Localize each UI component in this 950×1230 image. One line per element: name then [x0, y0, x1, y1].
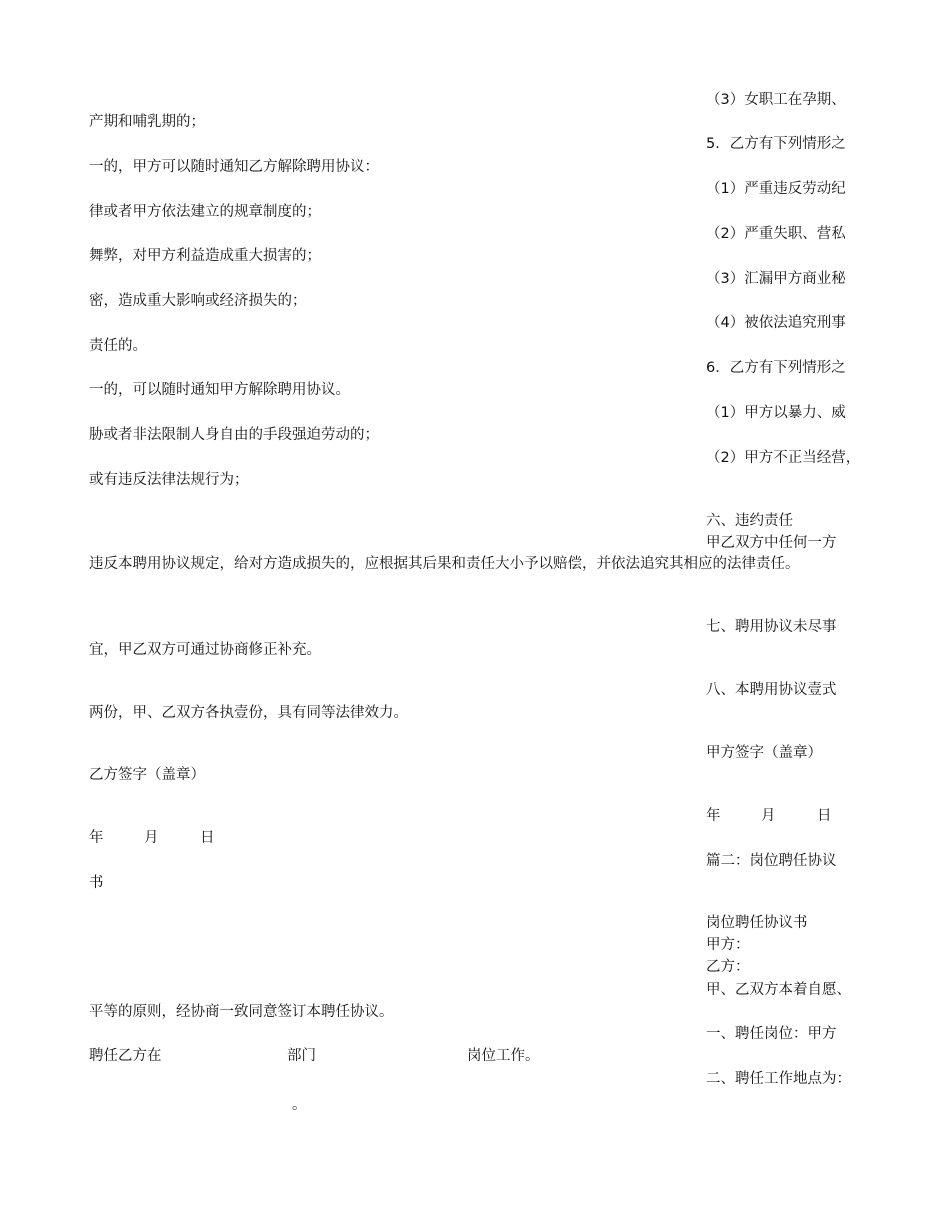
- party-b-date-year: 年: [89, 830, 104, 846]
- party-b-date-month: 月: [144, 830, 159, 846]
- agreement-title: 岗位聘任协议书: [706, 915, 808, 931]
- section-7-heading: 七、聘用协议未尽事: [706, 619, 837, 635]
- section-8-continuation: 两份，甲、乙双方各执壹份，具有同等法律效力。: [89, 705, 408, 721]
- section-6-title: 六、违约责任: [706, 513, 793, 529]
- clause-5-item-4: （4）被依法追究刑事: [706, 315, 846, 331]
- party-a-date-year: 年: [706, 808, 721, 824]
- party-a-signature: 甲方签字（盖章）: [706, 745, 822, 761]
- section-8-heading: 八、本聘用协议壹式: [706, 682, 837, 698]
- party-b-label: 乙方：: [706, 959, 750, 975]
- clause-5-heading: 5．乙方有下列情形之: [706, 136, 846, 152]
- principle-line: 甲、乙双方本着自愿、: [706, 982, 851, 998]
- clause-6-continuation: 一的，可以随时通知甲方解除聘用协议。: [89, 382, 350, 398]
- party-a-date-month: 月: [761, 808, 776, 824]
- clause-6-item-1: （1）甲方以暴力、威: [706, 405, 846, 421]
- part-2-title: 篇二：岗位聘任协议: [706, 853, 837, 869]
- item-2-heading: 二、聘任工作地点为：: [706, 1071, 851, 1087]
- party-b-signature: 乙方签字（盖章）: [89, 767, 205, 783]
- clause-5-item-4-continuation: 责任的。: [89, 338, 147, 354]
- item-1-text-a: 聘任乙方在: [89, 1048, 162, 1064]
- clause-5-continuation: 一的，甲方可以随时通知乙方解除聘用协议：: [89, 159, 379, 175]
- item-1-heading: 一、聘任岗位：甲方: [706, 1026, 837, 1042]
- part-2-title-continuation: 书: [89, 875, 104, 891]
- party-b-date-day: 日: [200, 830, 215, 846]
- section-7-continuation: 宜，甲乙双方可通过协商修正补充。: [89, 642, 321, 658]
- item-1-text-c: 岗位工作。: [467, 1048, 540, 1064]
- clause-6-heading: 6．乙方有下列情形之: [706, 360, 846, 376]
- clause-5-3-women-pregnancy-line: （3）女职工在孕期、: [706, 92, 846, 108]
- section-6-body: 违反本聘用协议规定，给对方造成损失的，应根据其后果和责任大小予以赔偿，并依法追究其相应的法律责任。: [89, 556, 800, 572]
- clause-6-item-2-continuation: 或有违反法律法规行为；: [89, 472, 249, 488]
- clause-6-item-2: （2）甲方不正当经营，: [706, 450, 861, 466]
- clause-5-item-3-continuation: 密，造成重大影响或经济损失的；: [89, 293, 307, 309]
- clause-5-item-3: （3）汇漏甲方商业秘: [706, 271, 846, 287]
- clause-5-item-2-continuation: 舞弊，对甲方利益造成重大损害的；: [89, 248, 321, 264]
- clause-women-pregnancy-continuation: 产期和哺乳期的；: [89, 114, 205, 130]
- item-2-end-mark: 。: [292, 1097, 307, 1113]
- item-1-text-b: 部门: [287, 1048, 316, 1064]
- principle-continuation: 平等的原则，经协商一致同意签订本聘任协议。: [89, 1004, 394, 1020]
- party-a-date-day: 日: [817, 808, 832, 824]
- party-a-label: 甲方：: [706, 937, 750, 953]
- clause-5-item-1: （1）严重违反劳动纪: [706, 181, 846, 197]
- clause-5-item-1-continuation: 律或者甲方依法建立的规章制度的；: [89, 204, 321, 220]
- clause-5-item-2: （2）严重失职、营私: [706, 226, 846, 242]
- clause-6-item-1-continuation: 胁或者非法限制人身自由的手段强迫劳动的；: [89, 427, 379, 443]
- section-6-first-line: 甲乙双方中任何一方: [706, 535, 837, 551]
